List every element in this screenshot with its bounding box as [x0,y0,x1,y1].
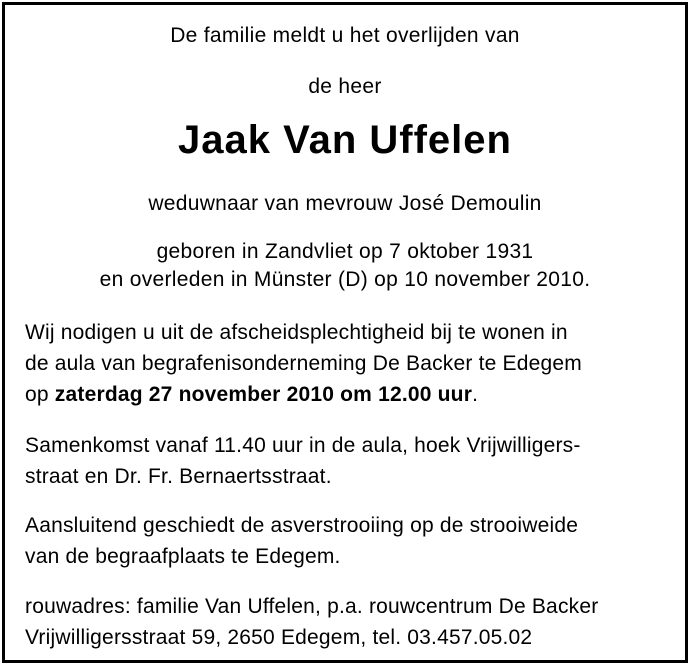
intro-text: De familie meldt u het overlijden van [170,24,520,47]
scattering-line-1: Aansluitend geschiedt de asverstrooiing op de strooiweide [25,514,579,537]
birth-line: geboren in Zandvliet op 7 oktober 1931 [156,240,534,263]
ceremony-line-3-suffix: . [472,383,479,406]
ceremony-line-1: Wij nodigen u uit de afscheidsplechtigheid bij te wonen in [25,321,568,344]
salutation-text: de heer [308,75,382,98]
death-line: en overleden in Münster (D) op 10 november 2010. [99,268,591,291]
ceremony-paragraph [25,317,675,410]
gathering-line-2: straat en Dr. Fr. Bernaertsstraat. [25,465,332,488]
ceremony-line-3 [25,379,675,410]
scattering-paragraph [25,510,675,572]
address-line-2: Vrijwilligersstraat 59, 2650 Edegem, tel. 03.457.05.02 [25,626,533,649]
address-line-1: rouwadres: familie Van Uffelen, p.a. rouwcentrum De Backer [25,595,599,618]
gathering-line-1: Samenkomst vanaf 11.40 uur in de aula, hoek Vrijwilligers- [25,434,581,457]
widower-line: weduwnaar van mevrouw José Demoulin [148,192,542,215]
ceremony-line-3-prefix: op [25,383,55,406]
scattering-line-2: van de begraafplaats te Edegem. [25,545,341,568]
ceremony-date-time: zaterdag 27 november 2010 om 12.00 uur [54,383,473,406]
gathering-paragraph [25,430,675,492]
deceased-name: Jaak Van Uffelen [178,118,512,162]
address-paragraph [25,591,675,653]
ceremony-line-2: de aula van begrafenisonderneming De Backer te Edegem [25,352,582,375]
